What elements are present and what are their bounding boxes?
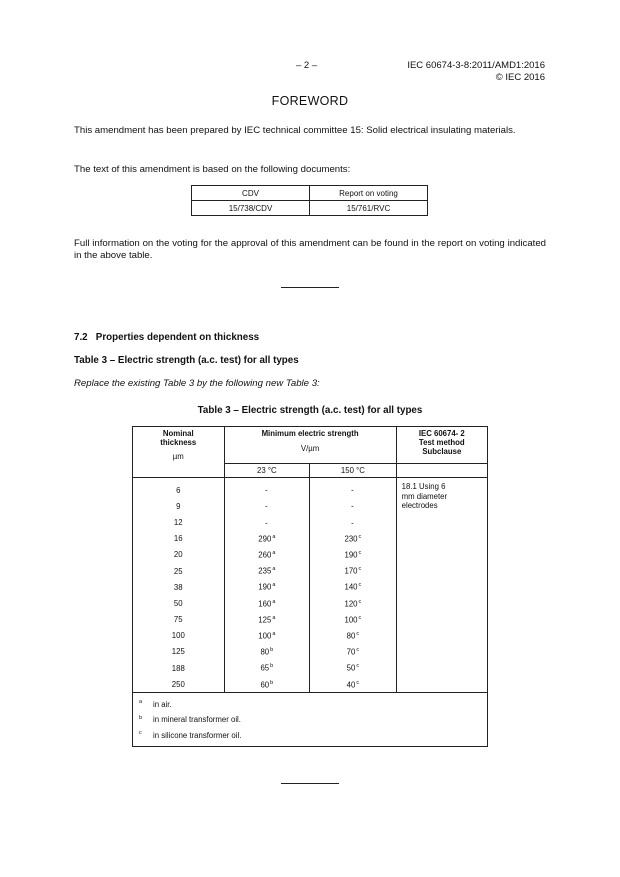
strength-23-cell: - — [224, 514, 310, 530]
thickness-cell: 25 — [133, 563, 225, 579]
strength-23-cell: 125$^a$ — [224, 612, 310, 628]
thickness-cell: 125 — [133, 644, 225, 660]
test-method-label: IEC 60674- 2 Test method Subclause — [418, 429, 465, 456]
separator-rule — [281, 287, 339, 288]
foreword-title: FOREWORD — [271, 94, 349, 108]
footnote: b in mineral transformer oil. — [139, 714, 241, 725]
strength-23-cell: 65$^b$ — [224, 660, 310, 676]
test-method-header — [396, 427, 487, 464]
strength-150-cell: 40$^c$ — [310, 676, 397, 693]
min-strength-header — [224, 427, 396, 464]
strength-150-cell: 120$^c$ — [310, 595, 397, 611]
nominal-thickness-label: Nominal thickness — [160, 429, 197, 447]
thickness-cell: 9 — [133, 498, 225, 514]
temp-150-header: 150 °C — [310, 464, 397, 478]
vote-cdv-value: 15/738/CDV — [192, 201, 310, 216]
thickness-cell: 50 — [133, 595, 225, 611]
vote-header-cdv: CDV — [192, 186, 310, 201]
strength-23-cell: 190$^a$ — [224, 579, 310, 595]
test-method-cell: 18.1 Using 6 mm diameter electrodes — [396, 478, 487, 693]
strength-150-cell: - — [310, 498, 397, 514]
thickness-unit: µm — [172, 452, 184, 461]
electric-strength-table — [132, 426, 488, 747]
strength-150-cell: 170$^c$ — [310, 563, 397, 579]
table-row — [133, 478, 488, 499]
standard-id: IEC 60674-3-8:2011/AMD1:2016 — [407, 60, 545, 71]
thickness-cell: 16 — [133, 531, 225, 547]
copyright: © IEC 2016 — [495, 72, 545, 83]
nominal-thickness-header — [133, 427, 225, 478]
strength-150-cell: - — [310, 478, 397, 499]
voting-table — [191, 185, 428, 216]
footnote: c in silicone transformer oil. — [139, 730, 242, 740]
thickness-cell: 12 — [133, 514, 225, 530]
bottom-rule — [281, 783, 339, 784]
strength-23-cell: 160$^a$ — [224, 595, 310, 611]
empty-header-cell — [396, 464, 487, 478]
thickness-cell: 188 — [133, 660, 225, 676]
strength-150-cell: 140$^c$ — [310, 579, 397, 595]
standard-reference — [407, 60, 545, 84]
strength-150-cell: 50$^c$ — [310, 660, 397, 676]
strength-23-cell: - — [224, 498, 310, 514]
replacement-instruction: Replace the existing Table 3 by the following new Table 3: — [74, 378, 320, 389]
strength-23-cell: - — [224, 478, 310, 499]
thickness-cell: 6 — [133, 478, 225, 499]
temp-23-header: 23 °C — [224, 464, 310, 478]
table-subheading: Table 3 – Electric strength (a.c. test) for all types — [74, 355, 299, 366]
thickness-cell: 38 — [133, 579, 225, 595]
strength-150-cell: 190$^c$ — [310, 547, 397, 563]
vote-report-value: 15/761/RVC — [310, 201, 428, 216]
thickness-cell: 20 — [133, 547, 225, 563]
strength-23-cell: 80$^b$ — [224, 644, 310, 660]
table-notes — [133, 693, 488, 747]
strength-150-cell: 70$^c$ — [310, 644, 397, 660]
strength-23-cell: 60$^b$ — [224, 676, 310, 693]
section-heading: 7.2 Properties dependent on thickness — [74, 332, 260, 343]
foreword-paragraph-3: Full information on the voting for the approval of this amendment can be found in the report on voting indicated in the above table. — [74, 238, 546, 261]
page-number: – 2 – — [296, 60, 318, 71]
strength-unit: V/µm — [300, 444, 320, 453]
vote-header-report: Report on voting — [310, 186, 428, 201]
min-strength-label: Minimum electric strength — [261, 429, 359, 438]
strength-23-cell: 290$^a$ — [224, 531, 310, 547]
table-body — [133, 478, 488, 693]
thickness-cell: 75 — [133, 612, 225, 628]
strength-150-cell: 80$^c$ — [310, 628, 397, 644]
strength-23-cell: 235$^a$ — [224, 563, 310, 579]
strength-23-cell: 260$^a$ — [224, 547, 310, 563]
strength-150-cell: - — [310, 514, 397, 530]
footnote: a in air. — [139, 699, 172, 709]
foreword-paragraph-2: The text of this amendment is based on the following documents: — [74, 164, 351, 175]
strength-150-cell: 100$^c$ — [310, 612, 397, 628]
table-caption: Table 3 – Electric strength (a.c. test) for all types — [197, 405, 423, 416]
strength-150-cell: 230$^c$ — [310, 531, 397, 547]
thickness-cell: 100 — [133, 628, 225, 644]
strength-23-cell: 100$^a$ — [224, 628, 310, 644]
thickness-cell: 250 — [133, 676, 225, 693]
foreword-paragraph-1: This amendment has been prepared by IEC technical committee 15: Solid electrical insulating materials. — [74, 125, 516, 136]
